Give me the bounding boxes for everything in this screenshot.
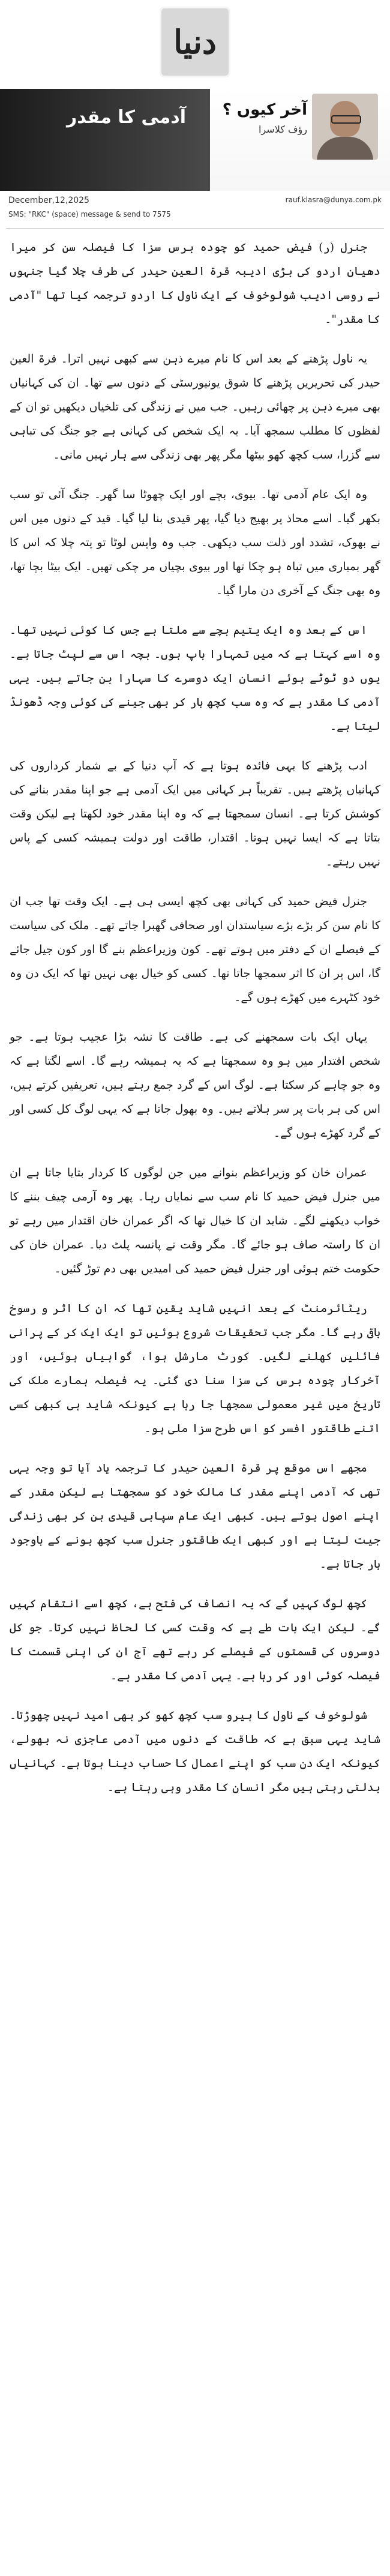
paragraph: جنرل فیض حمید کی کہانی بھی کچھ ایسی ہی ہے۔ ایک وقت تھا جب ان کا نام سن کر بڑے بڑے سیاستدان اور صحافی گھبرا جاتے تھے۔ ملک کی سیاست کے فیصلے ان کے دفتر میں ہوتے تھے۔ کون وزیراعظم بنے گا اور کون جیل جائے گا، اس پر ان کا اثر سمجھا جاتا تھا۔ کسی کو خیال بھی نہیں تھا کہ ایک دن وہ خود کٹہرے میں کھڑے ہوں گے۔ [10, 895, 380, 1004]
paragraph: ریٹائرمنٹ کے بعد انہیں شاید یقین تھا کہ ان کا اثر و رسوخ باقی رہے گا۔ مگر جب تحقیقات شروع ہوئیں تو ایک ایک کر کے پرانی فائلیں کھلنے لگیں۔ کورٹ مارشل ہوا، گواہیاں ہوئیں، اور آخرکار چودہ برس کی سزا سنا دی گئی۔ یہ فیصلہ ہمارے ملک کی تاریخ میں غیر معمولی سمجھا جا رہا ہے کیونکہ شاید ہی کبھی کسی اتنے طاقتور افسر کو اس طرح سزا ملی ہو۔ [10, 1302, 380, 1435]
publish-date: December,12,2025 [8, 196, 89, 205]
sms-instructions: SMS: "RKC" (space) message & send to 7575 [8, 210, 171, 218]
paragraph: اس کے بعد وہ ایک یتیم بچے سے ملتا ہے جس کا کوئی نہیں تھا۔ وہ اسے کہتا ہے کہ میں تمہارا باپ ہوں۔ بچہ اس سے لپٹ جاتا ہے۔ یوں دو ٹوٹے ہوئے انسان ایک دوسرے کا سہارا بن جاتے ہیں۔ یہی آدمی کا مقدر ہے کہ وہ سب کچھ ہار کر بھی جینے کی کوئی وجہ ڈھونڈ لیتا ہے۔ [10, 624, 380, 733]
paragraph: وہ ایک عام آدمی تھا۔ بیوی، بچے اور ایک چھوٹا سا گھر۔ جنگ آئی تو سب بکھر گیا۔ اسے محاذ پر بھیج دیا گیا، پھر قیدی بنا لیا گیا۔ قید کے دنوں میں اس نے بھوک، تشدد اور ذلت سب دیکھی۔ جب وہ واپس لوٹا تو پتہ چلا کہ اس کا گھر بمباری میں تباہ ہو چکا تھا اور بیوی بچیاں مر چکی تھیں۔ ایک بیٹا بچا تھا، وہ بھی جنگ کے آخری دن مارا گیا۔ [10, 488, 380, 597]
paragraph: یہ ناول پڑھنے کے بعد اس کا نام میرے ذہن سے کبھی نہیں اترا۔ قرۃ العین حیدر کی تحریریں پڑھنے کا شوق یونیورسٹی کے دنوں سے تھا۔ ان کی کہانیاں بھی میرے ذہن پر چھائی رہیں۔ جب میں نے زندگی کی تلخیاں دیکھیں تو ان کے لفظوں کا مطلب سمجھ آیا۔ یہ ایک شخص کی کہانی ہے جو جنگ کی تباہی سے گزرا، سب کچھ کھو بیٹھا مگر پھر بھی زندگی سے ہار نہیں مانی۔ [10, 352, 380, 462]
paragraph: شولوخوف کے ناول کا ہیرو سب کچھ کھو کر بھی امید نہیں چھوڑتا۔ شاید یہی سبق ہے کہ طاقت کے دنوں میں آدمی عاجزی نہ بھولے، کیونکہ ایک دن سب کو اپنے اعمال کا حساب دینا ہوتا ہے۔ کہانیاں بدلتی رہتی ہیں مگر انسان کا مقدر وہی رہتا ہے۔ [10, 1709, 380, 1794]
header-divider [6, 228, 384, 229]
paragraph: کچھ لوگ کہیں گے کہ یہ انصاف کی فتح ہے، کچھ اسے انتقام کہیں گے۔ لیکن ایک بات طے ہے کہ وقت کسی کا لحاظ نہیں کرتا۔ جو کل دوسروں کی قسمتوں کے فیصلے کر رہے تھے آج ان کی اپنی قسمت کا فیصلہ کوئی اور کر رہا ہے۔ یہی آدمی کا مقدر ہے۔ [10, 1597, 380, 1682]
info-strip [0, 191, 390, 227]
paragraph: مجھے اس موقع پر قرۃ العین حیدر کا ترجمہ یاد آیا تو وجہ یہی تھی کہ آدمی اپنے مقدر کا مالک خود کو سمجھتا ہے لیکن مقدر کے اپنے اصول ہوتے ہیں۔ کبھی ایک عام سپاہی قیدی بن کر بھی زندگی جیت لیتا ہے اور کبھی ایک طاقتور جنرل سب کچھ ہونے کے باوجود ہار جاتا ہے۔ [10, 1461, 380, 1571]
author-shoulders [317, 137, 373, 160]
paragraph: عمران خان کو وزیراعظم بنوانے میں جن لوگوں کا کردار بتایا جاتا ہے ان میں جنرل فیض حمید کا نام سب سے نمایاں رہا۔ پھر وہ آرمی چیف بننے کا خواب دیکھنے لگے۔ شاید ان کا خیال تھا کہ اگر عمران خان اقتدار میں رہے تو ان کا راستہ صاف ہو جائے گا۔ مگر وقت نے پانسہ پلٹ دیا۔ عمران خان کی حکومت ختم ہوئی اور جنرل فیض حمید کی امیدیں بھی دم توڑ گئیں۔ [10, 1166, 380, 1275]
article-body [10, 235, 380, 1815]
author-glasses [331, 115, 361, 124]
column-name: رؤف کلاسرا [259, 124, 307, 135]
column-header [0, 89, 390, 191]
logo-text: دنیا [173, 23, 217, 61]
paragraph: ادب پڑھنے کا یہی فائدہ ہوتا ہے کہ آپ دنیا کے بے شمار کرداروں کی کہانیاں پڑھتے ہیں۔ تقریباً ہر کہانی میں ایک آدمی ہے جو اپنا مقدر بنانے کی کوشش کرتا ہے۔ انسان سمجھتا ہے کہ وہ اپنا مقدر خود لکھتا ہے لیکن وقت بتاتا ہے کہ ایسا نہیں ہوتا۔ اقتدار، طاقت اور دولت ہمیشہ کسی کے پاس نہیں رہتے۔ [10, 759, 380, 868]
author-email[interactable]: rauf.klasra@dunya.com.pk [285, 196, 382, 204]
paragraph: یہاں ایک بات سمجھنے کی ہے۔ طاقت کا نشہ بڑا عجیب ہوتا ہے۔ جو شخص اقتدار میں ہو وہ سمجھتا ہے کہ یہ ہمیشہ رہے گا۔ اسے لگتا ہے کہ وہ جو چاہے کر سکتا ہے۔ لوگ اس کے گرد جمع رہتے ہیں، تعریفیں کرتے ہیں، اس کی ہر بات پر سر ہلاتے ہیں۔ وہ بھول جاتا ہے کہ یہی لوگ کل کسی اور کے گرد کھڑے ہوں گے۔ [10, 1031, 380, 1140]
masthead [0, 0, 390, 84]
author-name: آخر کیوں ؟ [222, 101, 307, 119]
paragraph: جنرل (ر) فیض حمید کو چودہ برس سزا کا فیصلہ سن کر میرا دھیان اردو کی بڑی ادیبہ قرۃ العین حیدر کی طرف چلا گیا جنہوں نے روسی ادیب شولوخوف کے ایک ناول کا اردو ترجمہ کیا تھا "آدمی کا مقدر"۔ [10, 241, 380, 326]
headline-background [0, 89, 210, 191]
headline-banner [0, 89, 210, 191]
article-headline: آدمی کا مقدر [67, 107, 186, 128]
newspaper-logo[interactable] [160, 7, 230, 77]
author-photo [312, 94, 378, 160]
author-block [210, 89, 390, 191]
